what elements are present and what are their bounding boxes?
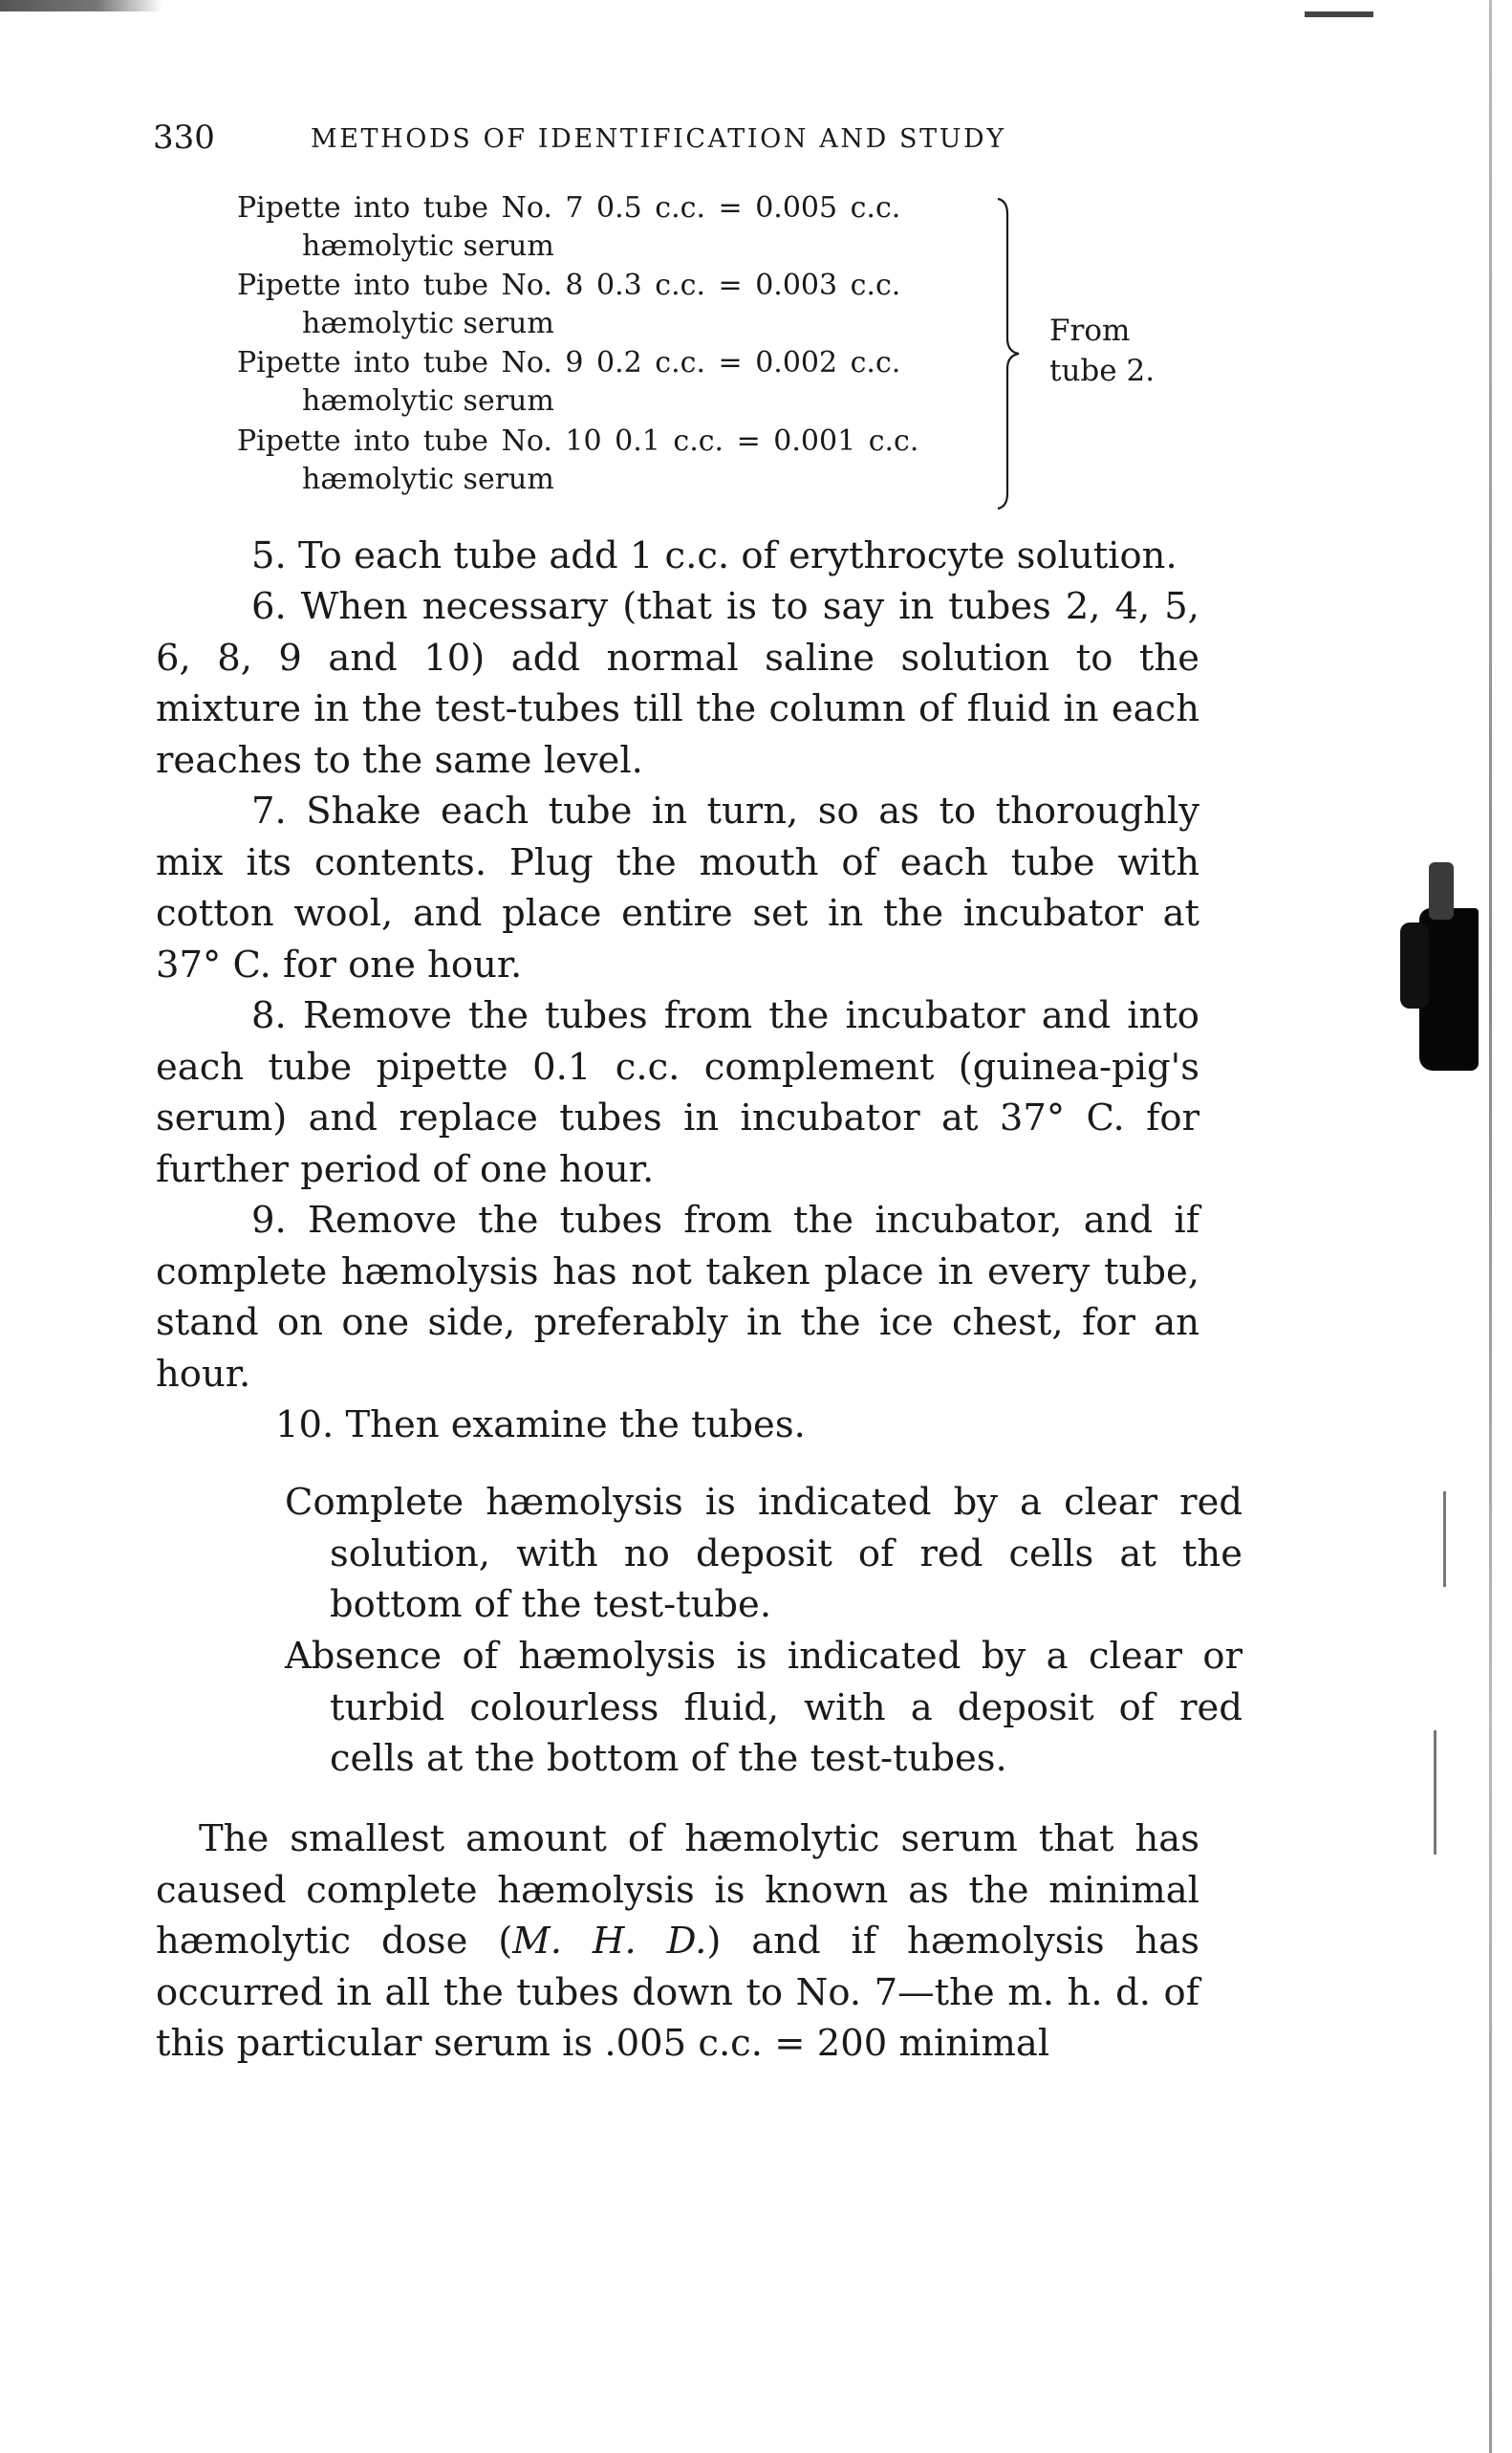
pipette-row-sub: hæmolytic serum [302, 384, 554, 418]
pipette-row-sub: hæmolytic serum [302, 229, 554, 263]
scan-edge-mark [0, 0, 162, 11]
margin-mark [1434, 1730, 1436, 1855]
pipette-row-sub: hæmolytic serum [302, 307, 554, 340]
pipette-row-line: Pipette into tube No. 7 0.5 c.c. = 0.005 c.c. [237, 191, 901, 225]
closing-paragraph [156, 1813, 1199, 2070]
from-label: From [1049, 314, 1131, 348]
step-5: 5. To each tube add 1 c.c. of erythrocyte solution. [251, 534, 1177, 577]
running-head: METHODS OF IDENTIFICATION AND STUDY [311, 124, 1006, 154]
step-8: 8. Remove the tubes from the incubator and into each tube pipette 0.1 c.c. complement (guinea-pig's serum) and replace tubes in incubator at 37° C. for further period of one hour. [156, 994, 1199, 1191]
pipette-row-sub: hæmolytic serum [302, 463, 554, 496]
right-brace [994, 195, 1032, 510]
ink-blot [1419, 908, 1479, 1071]
pipette-row-line: Pipette into tube No. 8 0.3 c.c. = 0.003 c.c. [237, 269, 901, 302]
result-complete: Complete hæmolysis is indicated by a clear red solution, with no deposit of red cells at the bottom of the test-tube. [285, 1481, 1242, 1626]
step-7: 7. Shake each tube in turn, so as to thoroughly mix its contents. Plug the mouth of each tube with cotton wool, and place entire set in the incubator at 37° C. for one hour. [156, 790, 1199, 987]
step-10: 10. Then examine the tubes. [275, 1403, 806, 1446]
result-absence: Absence of hæmolysis is indicated by a clear or turbid colourless fluid, with a deposit of red cells at the bottom of the test-tubes. [285, 1635, 1242, 1780]
closing-text-before: The smallest amount of hæmolytic serum that has caused complete hæmolysis is known as the minimal hæmolytic dose ( [156, 1817, 1199, 1963]
margin-mark [1443, 1491, 1446, 1587]
mhd-abbreviation: M. H. D. [512, 1920, 707, 1963]
step-9: 9. Remove the tubes from the incubator, and if complete hæmolysis has not taken place in every tube, stand on one side, preferably in the ice chest, for an hour. [156, 1199, 1199, 1396]
page-edge-line [1489, 0, 1492, 2453]
pipette-row-line: Pipette into tube No. 10 0.1 c.c. = 0.001 c.c. [237, 424, 919, 458]
page-number: 330 [153, 119, 215, 157]
scan-edge-mark [1305, 11, 1373, 17]
from-source: tube 2. [1049, 354, 1156, 388]
step-6: 6. When necessary (that is to say in tubes 2, 4, 5, 6, 8, 9 and 10) add normal saline solution to the mixture in the test-tubes till the column of fluid in each reaches to the same level. [156, 585, 1199, 782]
closing-text-after: ) and if hæmolysis has occurred in all the tubes down to No. 7—the m. h. d. of this particular serum is .005 c.c. = 200 minimal [156, 1920, 1200, 2065]
pipette-row-line: Pipette into tube No. 9 0.2 c.c. = 0.002 c.c. [237, 346, 901, 380]
